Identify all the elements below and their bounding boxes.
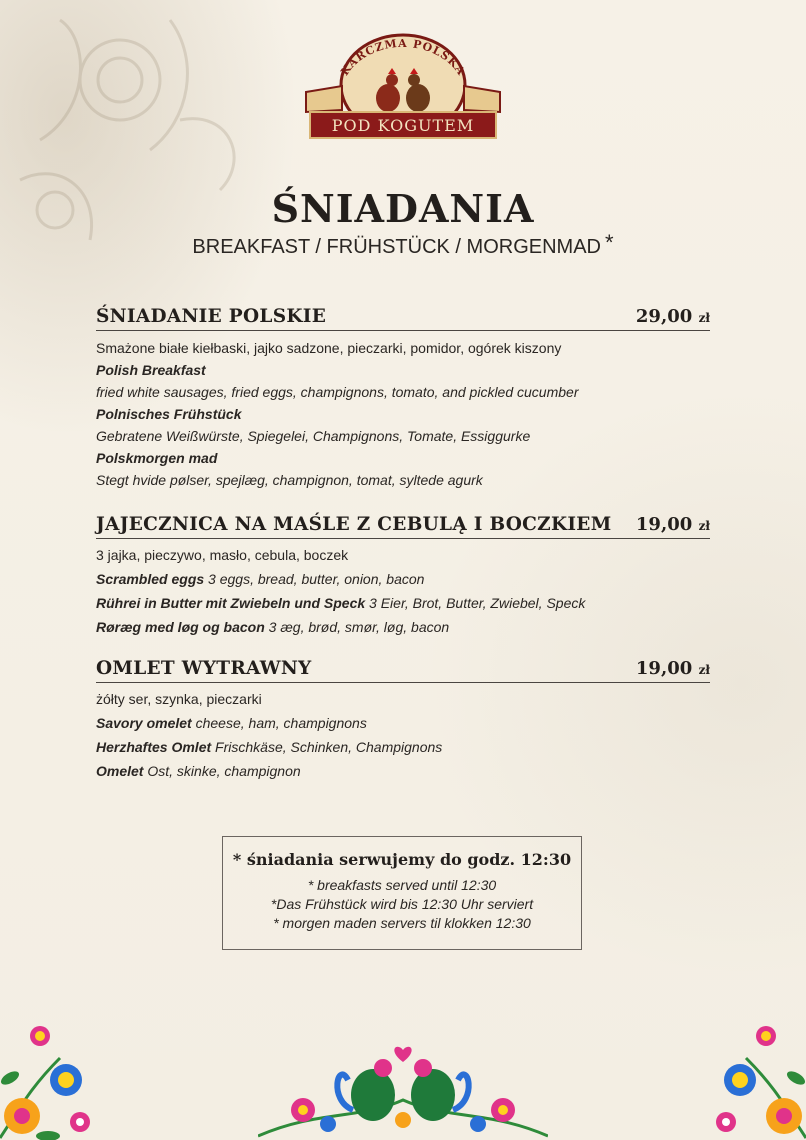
logo-bottom-text: POD KOGUTEM bbox=[331, 116, 475, 135]
translation-en: Savory omelet cheese, ham, champignons bbox=[96, 715, 367, 731]
dish-name: OMLET WYTRAWNY bbox=[96, 658, 312, 679]
dish-price: 19,00 zł bbox=[635, 658, 710, 679]
folk-roosters-icon bbox=[258, 1040, 548, 1140]
translation-de: Rührei in Butter mit Zwiebeln und Speck 3 Eier, Brot, Butter, Zwiebel, Speck bbox=[96, 595, 586, 611]
translation-label-da: Polskmorgen mad bbox=[96, 450, 218, 466]
translation-text-da: Stegt hvide pølser, spejlæg, champignon, tomat, syltede agurk bbox=[96, 472, 483, 488]
note-line-en: * breakfasts served until 12:30 bbox=[307, 877, 497, 893]
dish-description-pl: Smażone białe kiełbaski, jajko sadzone, pieczarki, pomidor, ogórek kiszony bbox=[96, 340, 562, 356]
logo bbox=[302, 30, 504, 142]
translation-de: Herzhaftes Omlet Frischkäse, Schinken, Champignons bbox=[96, 739, 443, 755]
page-title: ŚNIADANIA bbox=[271, 186, 535, 231]
translation-da: Røræg med løg og bacon 3 æg, brød, smør, løg, bacon bbox=[96, 619, 450, 635]
translation-text-en: fried white sausages, fried eggs, champignons, tomato, and pickled cucumber bbox=[96, 384, 579, 400]
logo-top-text: KARCZMA POLSKA bbox=[338, 36, 468, 79]
subtitle-asterisk: * bbox=[605, 230, 614, 255]
translation-text-de: Gebratene Weißwürste, Spiegelei, Champignons, Tomate, Essiggurke bbox=[96, 428, 531, 444]
translation-da: Omelet Ost, skinke, champignon bbox=[96, 763, 301, 779]
section-header bbox=[96, 306, 710, 331]
dish-name: JAJECZNICA NA MAŚLE Z CEBULĄ I BOCZKIEM bbox=[96, 514, 612, 535]
section-header bbox=[96, 658, 710, 683]
page-subtitle bbox=[0, 230, 806, 262]
translation-en: Scrambled eggs 3 eggs, bread, butter, onion, bacon bbox=[96, 571, 425, 587]
menu-section-omelet bbox=[96, 658, 710, 783]
dish-description-pl: żółty ser, szynka, pieczarki bbox=[96, 691, 262, 707]
translation-label-de: Polnisches Frühstück bbox=[96, 406, 242, 422]
note-line-de: *Das Frühstück wird bis 12:30 Uhr serviert bbox=[270, 896, 534, 912]
dish-name: ŚNIADANIE POLSKIE bbox=[96, 306, 327, 327]
note-line-da: * morgen maden servers til klokken 12:30 bbox=[273, 915, 531, 931]
dish-description-pl: 3 jajka, pieczywo, masło, cebula, boczek bbox=[96, 547, 349, 563]
section-header bbox=[96, 514, 710, 539]
dish-price: 29,00 zł bbox=[635, 306, 710, 327]
note-heading: * śniadania serwujemy do godz. 12:30 bbox=[232, 850, 572, 869]
folk-flower-icon bbox=[714, 1018, 806, 1140]
breakfast-hours-note bbox=[222, 836, 582, 950]
subtitle-text: BREAKFAST / FRÜHSTÜCK / MORGENMAD bbox=[192, 236, 601, 258]
menu-section-polish-breakfast bbox=[96, 306, 710, 491]
translation-label-en: Polish Breakfast bbox=[96, 362, 206, 378]
menu-section-scrambled-eggs bbox=[96, 514, 710, 639]
folk-flower-icon bbox=[0, 1018, 92, 1140]
dish-price: 19,00 zł bbox=[635, 514, 710, 535]
